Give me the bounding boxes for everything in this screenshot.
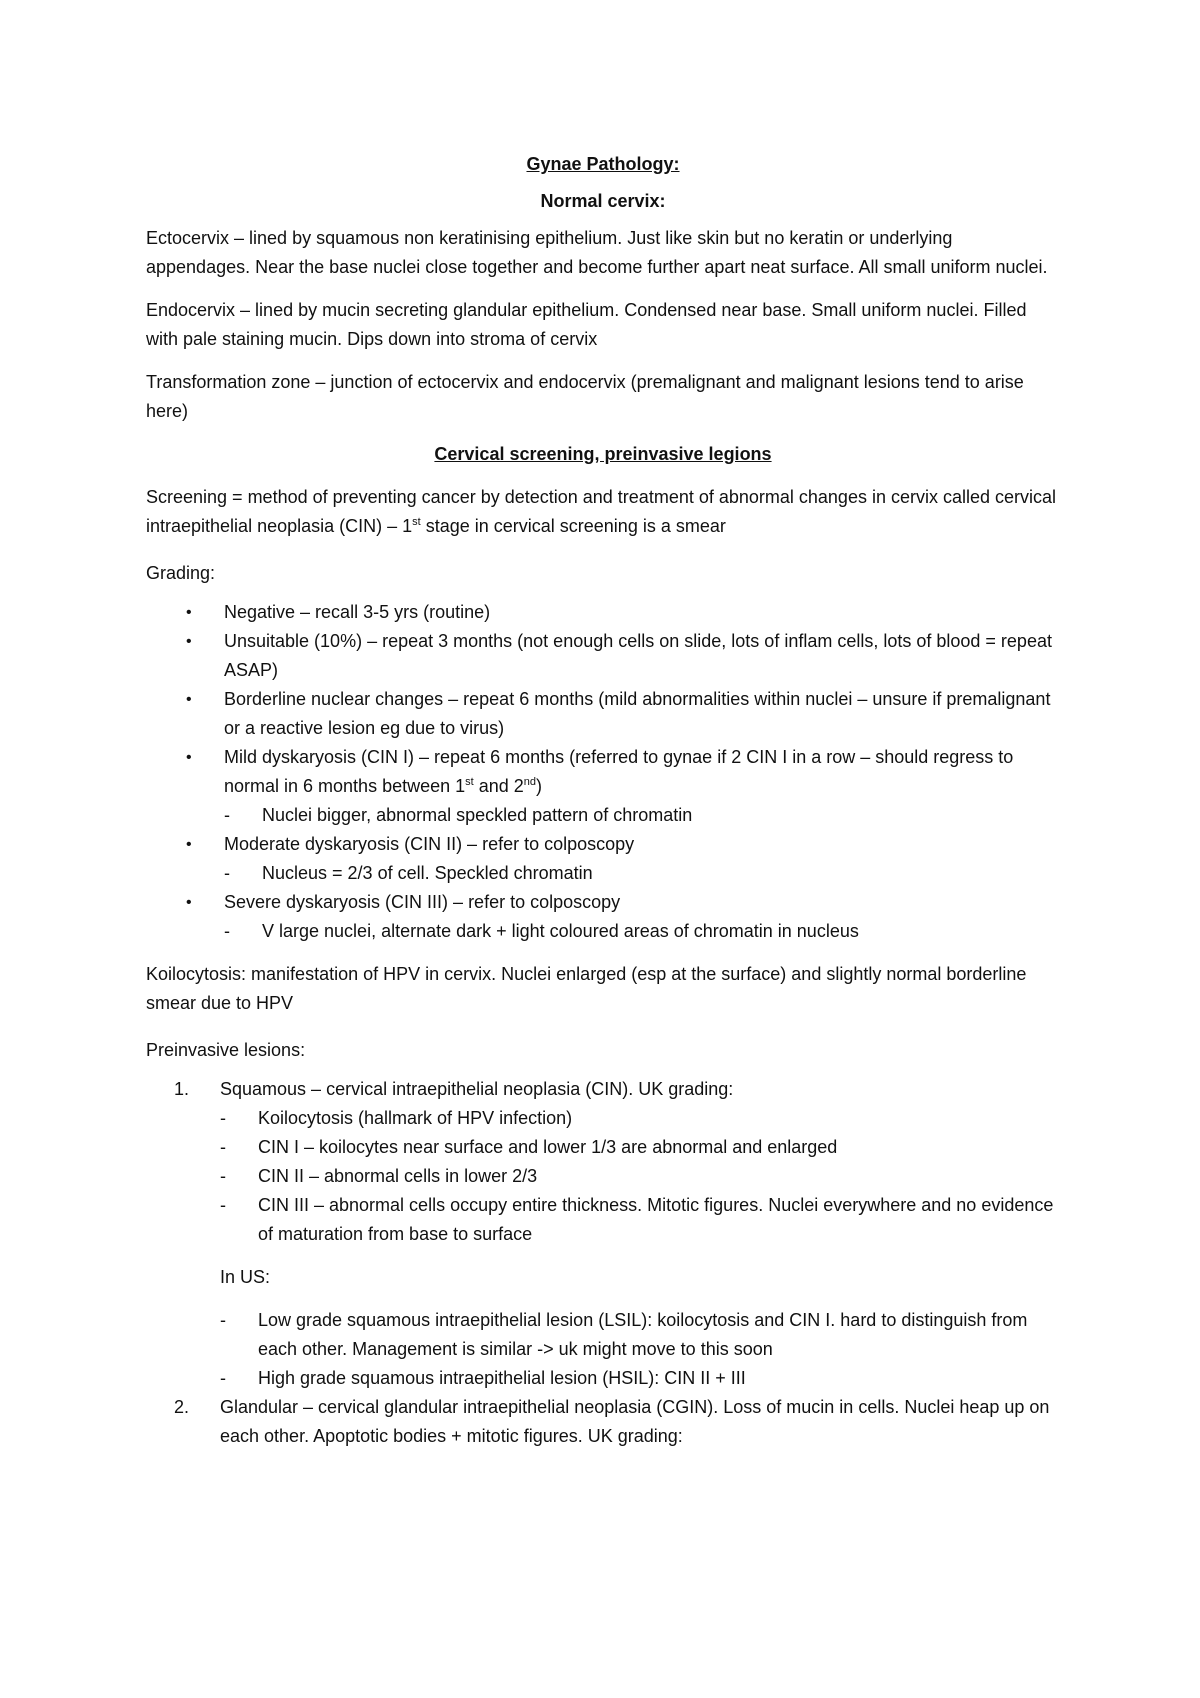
dash-icon: - [220,1368,226,1388]
heading-cervical-screening: Cervical screening, preinvasive legions [434,444,772,464]
us-label: In US: [220,1267,271,1287]
grading-text: Borderline nuclear changes – repeat 6 months (mild abnormalities within nuclei – unsure if premalignant or a reactive lesion eg due to virus) [224,689,1051,738]
uk-grading-item [220,1191,1060,1249]
uk-grading-text: CIN I – koilocytes near surface and lower 1/3 are abnormal and enlarged [258,1137,838,1157]
screening-text-2: stage in cervical screening is a smear [420,516,726,536]
uk-grading-item [220,1133,1060,1162]
list-number: 2. [174,1397,190,1417]
document-title: Gynae Pathology: [526,154,680,174]
grading-item-severe [146,888,1060,946]
grading-text: Severe dyskaryosis (CIN III) – refer to colposcopy [224,892,621,912]
dash-icon: - [224,863,230,883]
grading-label: Grading: [146,563,216,583]
paragraph-koilocytosis: Koilocytosis: manifestation of HPV in cervix. Nuclei enlarged (esp at the surface) and slightly normal borderline smear due to HPV [146,964,1027,1013]
dash-icon: - [220,1195,226,1215]
preinvasive-label: Preinvasive lesions: [146,1040,306,1060]
preinvasive-text: Glandular – cervical glandular intraepithelial neoplasia (CGIN). Loss of mucin in cells. Nuclei heap up on each other. Apoptotic bodies + mitotic figures. UK grading: [220,1397,1050,1446]
sublist-item [224,859,1060,888]
sublist-item [224,801,1060,830]
grading-item-unsuitable [146,627,1060,685]
preinvasive-item-squamous [146,1075,1060,1393]
bullet-icon: • [186,749,192,766]
us-grading-item [220,1306,1060,1364]
mild-superscript-1: st [465,776,474,788]
bullet-icon: • [186,633,192,650]
bullet-icon: • [186,691,192,708]
paragraph-ectocervix: Ectocervix – lined by squamous non keratinising epithelium. Just like skin but no keratin or underlying appendages. Near the base nuclei close together and become further apart neat surface. All small uniform nuclei. [146,228,1048,277]
dash-icon: - [224,921,230,941]
us-grading-item [220,1364,1060,1393]
mild-superscript-2: nd [523,776,536,788]
us-grading-text: High grade squamous intraepithelial lesion (HSIL): CIN II + III [258,1368,746,1388]
grading-item-mild [146,743,1060,830]
grading-text: Unsuitable (10%) – repeat 3 months (not enough cells on slide, lots of inflam cells, lots of blood = repeat ASAP) [224,631,1052,680]
paragraph-endocervix: Endocervix – lined by mucin secreting glandular epithelium. Condensed near base. Small uniform nuclei. Filled with pale staining mucin. Dips down into stroma of cervix [146,300,1027,349]
sublist-item [224,917,1060,946]
uk-grading-text: Koilocytosis (hallmark of HPV infection) [258,1108,573,1128]
bullet-icon: • [186,836,192,853]
heading-normal-cervix: Normal cervix: [540,191,666,211]
sublist-text: Nuclei bigger, abnormal speckled pattern of chromatin [262,805,693,825]
list-number: 1. [174,1079,190,1099]
document-body [146,150,1060,1451]
dash-icon: - [224,805,230,825]
mild-text-2: and 2 [473,776,524,796]
uk-grading-text: CIN II – abnormal cells in lower 2/3 [258,1166,538,1186]
screening-superscript: st [412,516,421,528]
moderate-sublist [224,859,1060,888]
mild-text-1: Mild dyskaryosis (CIN I) – repeat 6 months (referred to gynae if 2 CIN I in a row – should regress to normal in 6 months between 1 [224,747,1014,796]
bullet-icon: • [186,894,192,911]
uk-grading-item [220,1162,1060,1191]
preinvasive-text: Squamous – cervical intraepithelial neoplasia (CIN). UK grading: [220,1079,734,1099]
sublist-text: V large nuclei, alternate dark + light coloured areas of chromatin in nucleus [262,921,859,941]
uk-grading-item [220,1104,1060,1133]
preinvasive-list [146,1075,1060,1451]
grading-item-borderline [146,685,1060,743]
screening-text-1: Screening = method of preventing cancer by detection and treatment of abnormal changes in cervix called cervical intraepithelial neoplasia (CIN) – 1 [146,487,1057,536]
uk-grading-list [220,1104,1060,1249]
paragraph-transformation-zone: Transformation zone – junction of ectocervix and endocervix (premalignant and malignant lesions tend to arise here) [146,372,1024,421]
dash-icon: - [220,1108,226,1128]
grading-text: Negative – recall 3-5 yrs (routine) [224,602,491,622]
dash-icon: - [220,1166,226,1186]
preinvasive-item-glandular [146,1393,1060,1451]
bullet-icon: • [186,604,192,621]
mild-sublist [224,801,1060,830]
grading-item-moderate [146,830,1060,888]
uk-grading-text: CIN III – abnormal cells occupy entire thickness. Mitotic figures. Nuclei everywhere and no evidence of maturation from base to surface [258,1195,1054,1244]
grading-item-negative [146,598,1060,627]
mild-text-3: ) [536,776,542,796]
us-grading-text: Low grade squamous intraepithelial lesion (LSIL): koilocytosis and CIN I. hard to distinguish from each other. Management is similar -> uk might move to this soon [258,1310,1028,1359]
grading-text: Moderate dyskaryosis (CIN II) – refer to colposcopy [224,834,635,854]
severe-sublist [224,917,1060,946]
grading-list [146,598,1060,946]
grading-text [224,747,1013,796]
sublist-text: Nucleus = 2/3 of cell. Speckled chromatin [262,863,593,883]
dash-icon: - [220,1310,226,1330]
paragraph-screening [146,483,1060,541]
dash-icon: - [220,1137,226,1157]
us-grading-list [220,1306,1060,1393]
